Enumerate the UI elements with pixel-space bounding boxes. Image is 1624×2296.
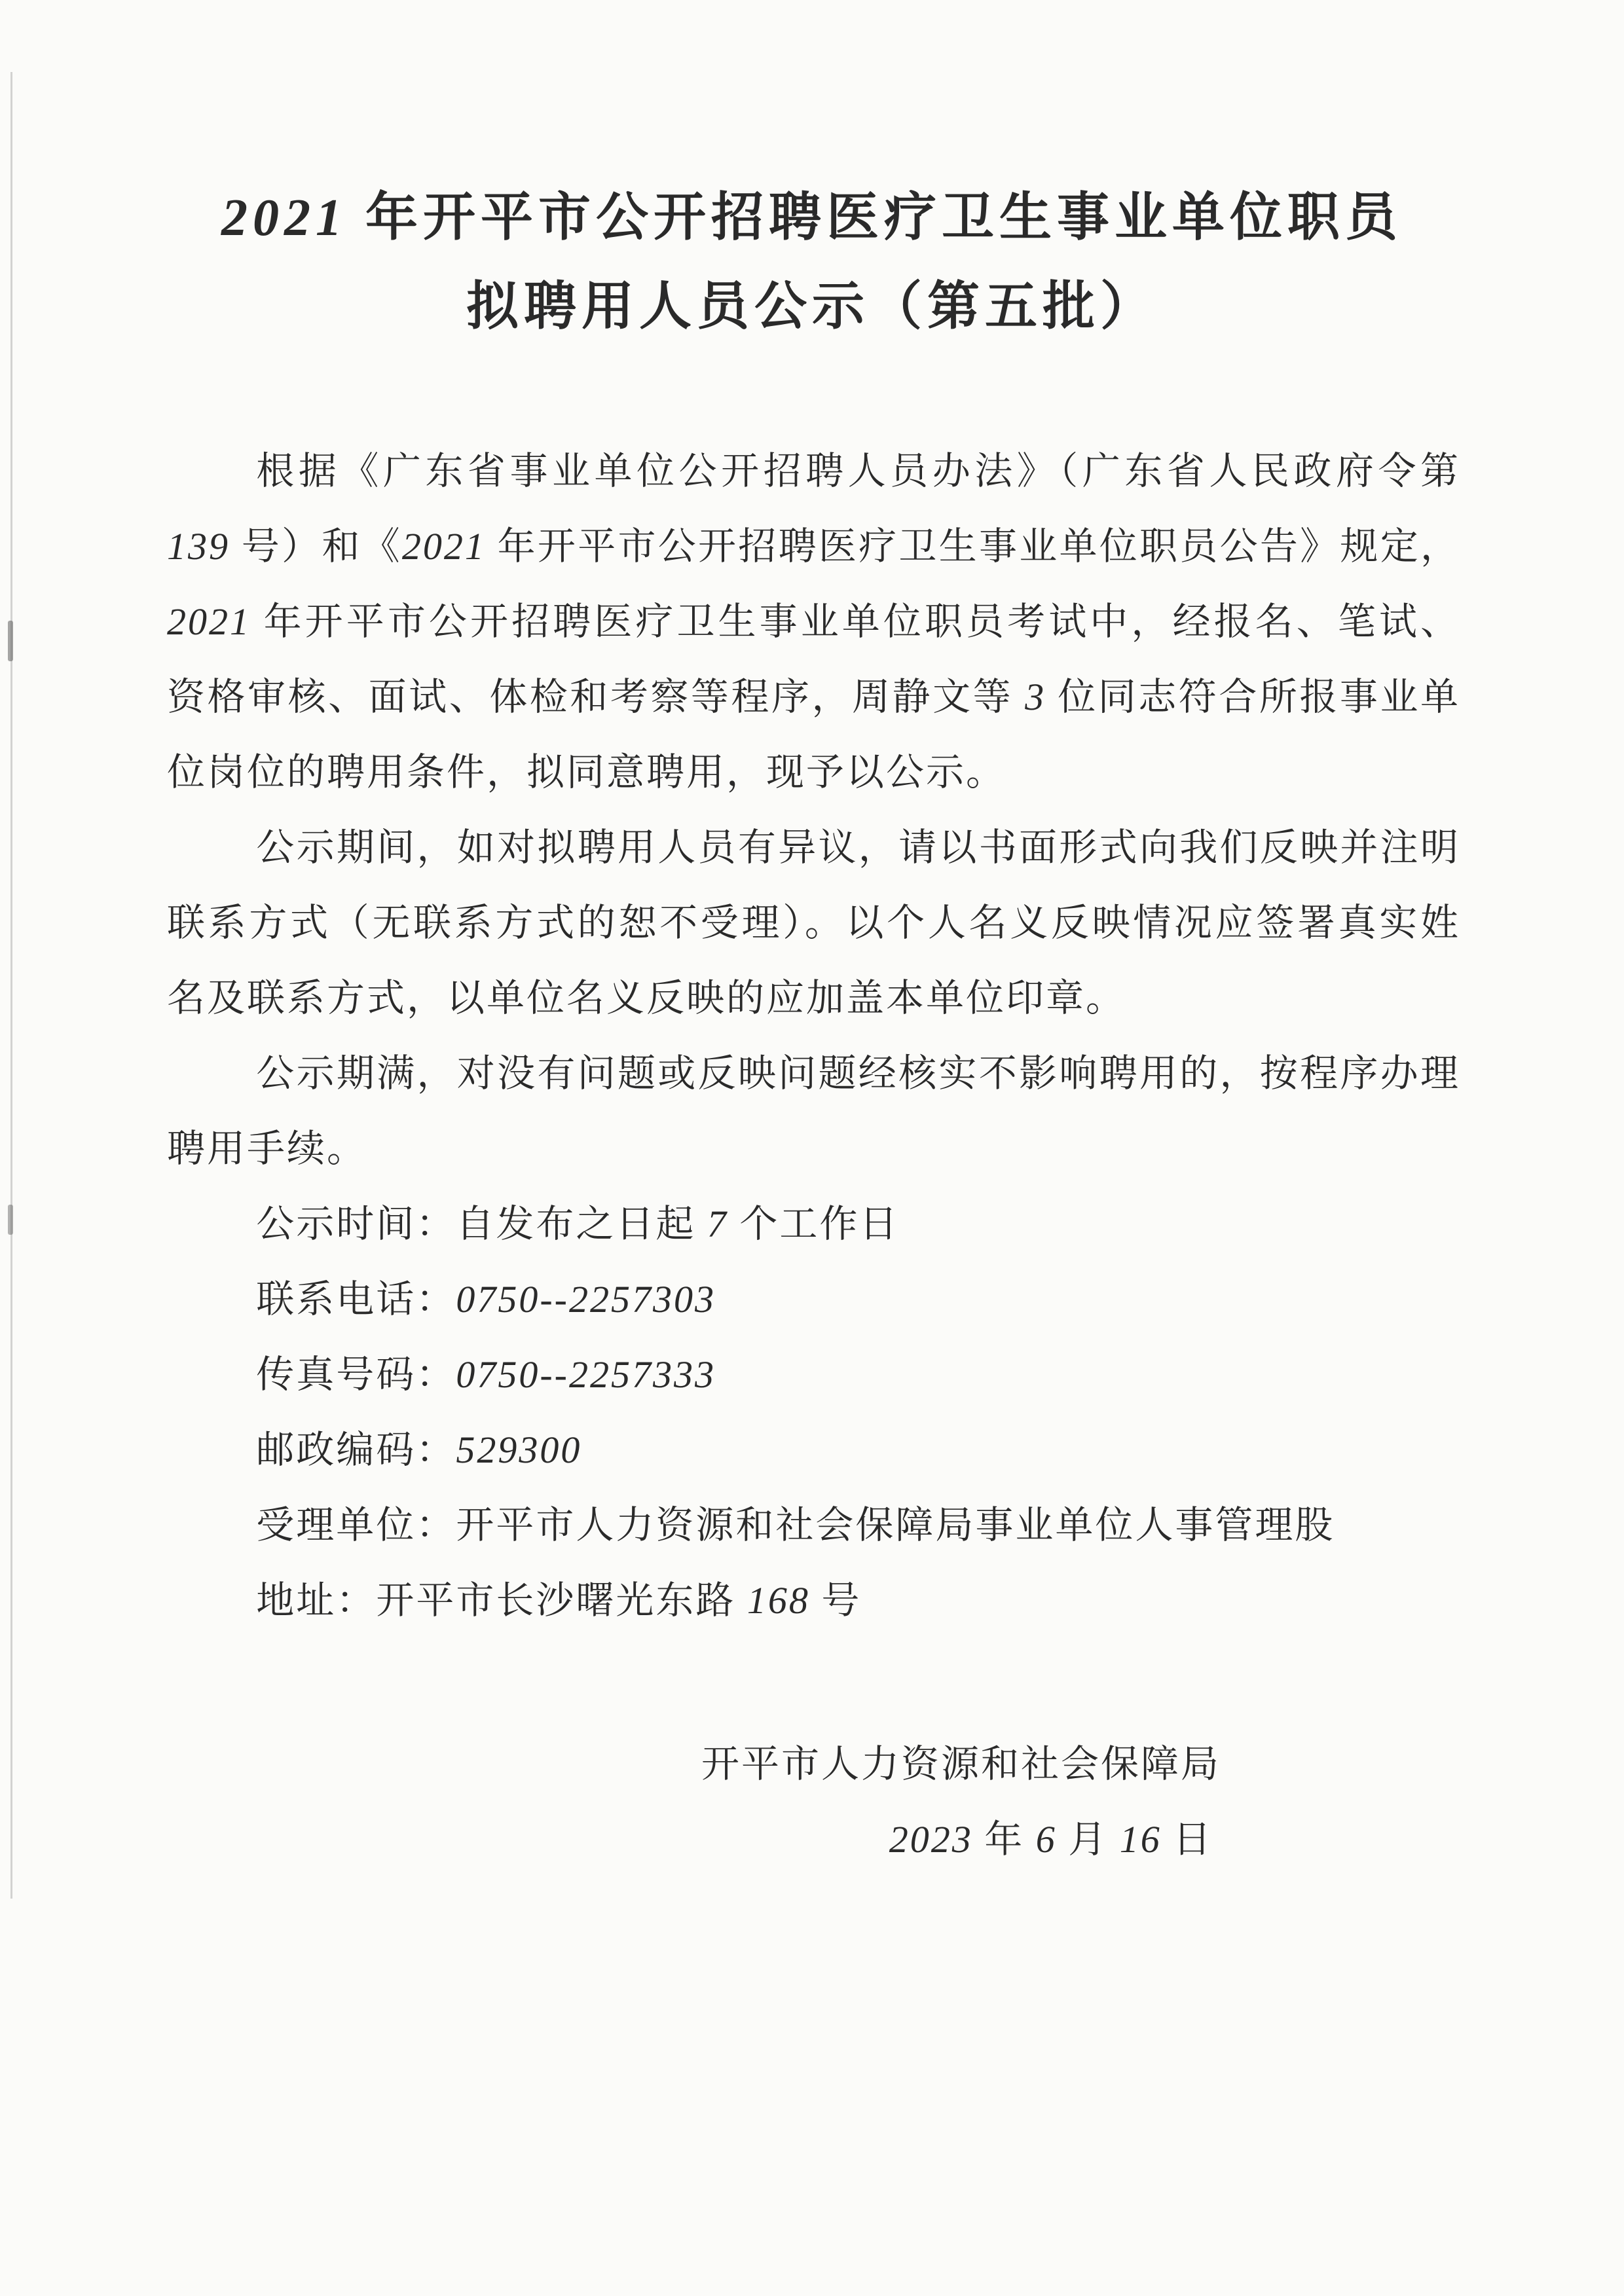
- title-line-2: 拟聘用人员公示（第五批）: [466, 278, 1158, 336]
- paragraph-objection-method: 公示期间，如对拟聘用人员有异议，请以书面形式向我们反映并注明联系方式（无联系方式的恕不受理）。以个人名义反映情况应签署真实姓名及联系方式，以单位名义反映的应加盖本单位印章。: [167, 826, 1460, 1019]
- info-label-accepting-unit: 受理单位：: [256, 1504, 456, 1546]
- issue-date: 2023 年 6 月 16 日: [889, 1818, 1213, 1861]
- info-value-address: 开平市长沙曙光东路 168 号: [376, 1579, 862, 1622]
- info-label-phone: 联系电话：: [256, 1278, 456, 1321]
- info-value-accepting-unit: 开平市人力资源和社会保障局事业单位人事管理股: [456, 1504, 1335, 1546]
- info-line-phone: [167, 1262, 1460, 1337]
- document-title: [26, 173, 1598, 352]
- title-line-1: 2021 年开平市公开招聘医疗卫生事业单位职员: [221, 189, 1403, 247]
- paragraph-after-publicity: 公示期满，对没有问题或反映问题经核实不影响聘用的，按程序办理聘用手续。: [167, 1052, 1460, 1170]
- info-line-accepting-unit: [167, 1487, 1460, 1563]
- info-line-publicity-period: [167, 1186, 1460, 1262]
- document-body: [167, 433, 1460, 1877]
- paragraph-legal-basis: 根据《广东省事业单位公开招聘人员办法》（广东省人民政府令第 139 号）和《2021 年开平市公开招聘医疗卫生事业单位职员公告》规定，2021 年开平市公开招聘医疗卫生事业单位职员考试中，经报名、笔试、资格审核、面试、体检和考察等程序，周静文等 3 位同志符合所报事业单位岗位的聘用条件，拟同意聘用，现予以公示。: [167, 450, 1460, 793]
- info-label-publicity-period: 公示时间：: [256, 1203, 456, 1245]
- scan-artifact: [8, 621, 13, 661]
- scan-edge-line: [10, 72, 12, 1899]
- info-value-fax: 0750--2257333: [456, 1353, 716, 1396]
- info-label-postcode: 邮政编码：: [256, 1429, 456, 1471]
- issuing-authority-signature: 开平市人力资源和社会保障局: [701, 1743, 1221, 1785]
- info-label-address: 地址：: [256, 1579, 377, 1622]
- info-label-fax: 传真号码：: [256, 1353, 456, 1396]
- info-line-postcode: [167, 1412, 1460, 1487]
- info-line-address: [167, 1563, 1460, 1638]
- info-value-publicity-period: 自发布之日起 7 个工作日: [456, 1203, 900, 1245]
- info-value-phone: 0750--2257303: [456, 1278, 716, 1321]
- info-value-postcode: 529300: [456, 1429, 582, 1471]
- scan-artifact: [8, 1205, 13, 1235]
- info-line-fax: [167, 1337, 1460, 1412]
- document-content: [0, 173, 1624, 1877]
